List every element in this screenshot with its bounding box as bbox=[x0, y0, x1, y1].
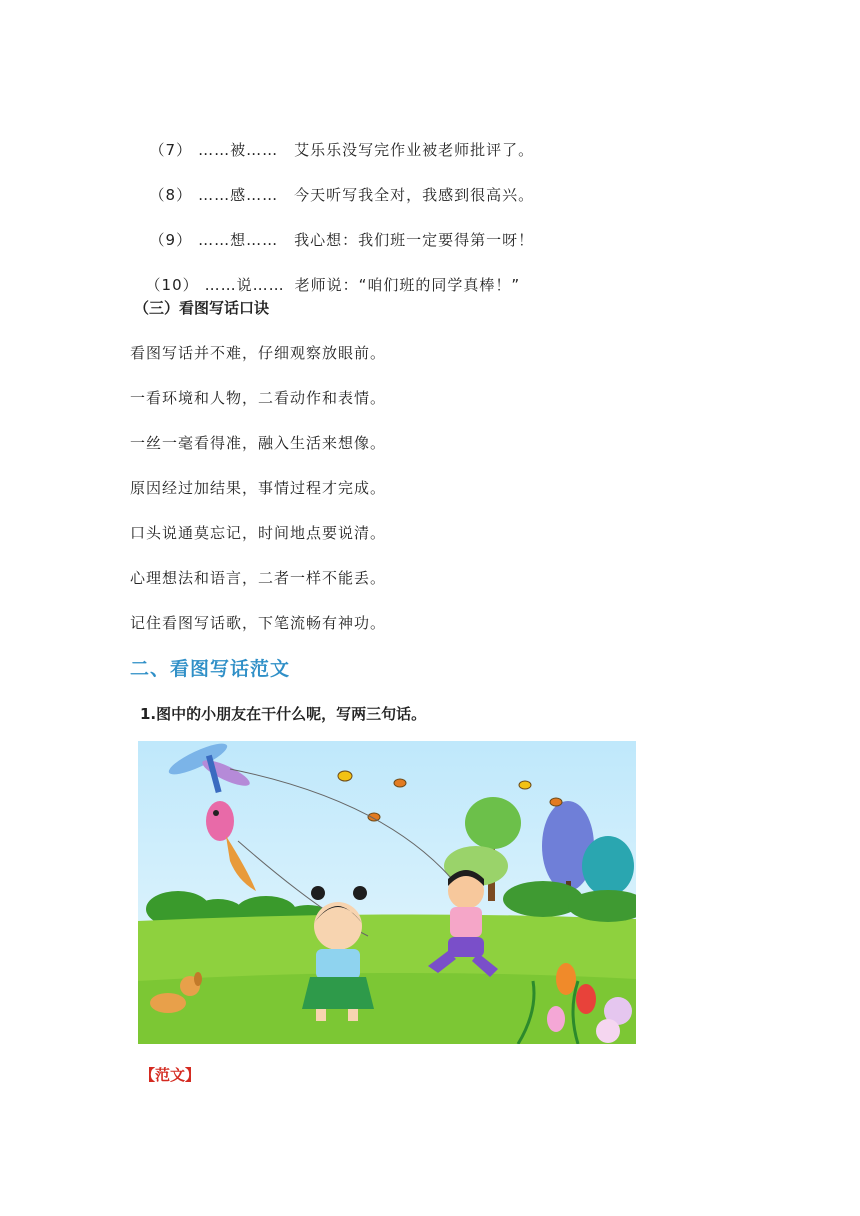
example-pattern: ……想…… bbox=[198, 231, 279, 249]
example-sentence: 老师说：“咱们班的同学真棒！” bbox=[294, 276, 521, 294]
rhyme-line: 看图写话并不难，仔细观察放眼前。 bbox=[130, 344, 387, 362]
rhyme-line: 原因经过加结果，事情过程才完成。 bbox=[130, 479, 387, 497]
rhyme-line: 口头说通莫忘记，时间地点要说清。 bbox=[130, 524, 387, 542]
rhyme-line: 一丝一毫看得准，融入生活来想像。 bbox=[130, 434, 387, 452]
example-sentence: 我心想：我们班一定要得第一呀！ bbox=[294, 231, 535, 249]
example-pattern: ……说…… bbox=[204, 276, 285, 294]
rhyme-line: 心理想法和语言，二者一样不能丢。 bbox=[130, 569, 387, 587]
example-line-9 bbox=[138, 207, 534, 251]
example-pattern: ……被…… bbox=[198, 141, 279, 159]
example-sentence: 艾乐乐没写完作业被老师批评了。 bbox=[294, 141, 535, 159]
sample-label: 【范文】 bbox=[140, 1066, 201, 1084]
section-title: 二、看图写话范文 bbox=[130, 658, 291, 680]
example-number: （10） bbox=[145, 276, 199, 294]
example-number: （8） bbox=[149, 186, 193, 204]
example-number: （7） bbox=[149, 141, 193, 159]
example-number: （9） bbox=[149, 231, 193, 249]
example-pattern: ……感…… bbox=[198, 186, 279, 204]
kite-flying-illustration bbox=[138, 741, 636, 1044]
rhyme-line: 记住看图写话歌，下笔流畅有神功。 bbox=[130, 614, 387, 632]
example-line-7 bbox=[138, 117, 534, 161]
example-sentence: 今天听写我全对，我感到很高兴。 bbox=[294, 186, 535, 204]
subsection-title: （三）看图写话口诀 bbox=[134, 299, 270, 317]
question-text: 1.图中的小朋友在干什么呢，写两三句话。 bbox=[140, 705, 427, 723]
rhyme-line: 一看环境和人物，二看动作和表情。 bbox=[130, 389, 387, 407]
example-line-8 bbox=[138, 162, 534, 206]
example-line-10 bbox=[134, 252, 520, 296]
